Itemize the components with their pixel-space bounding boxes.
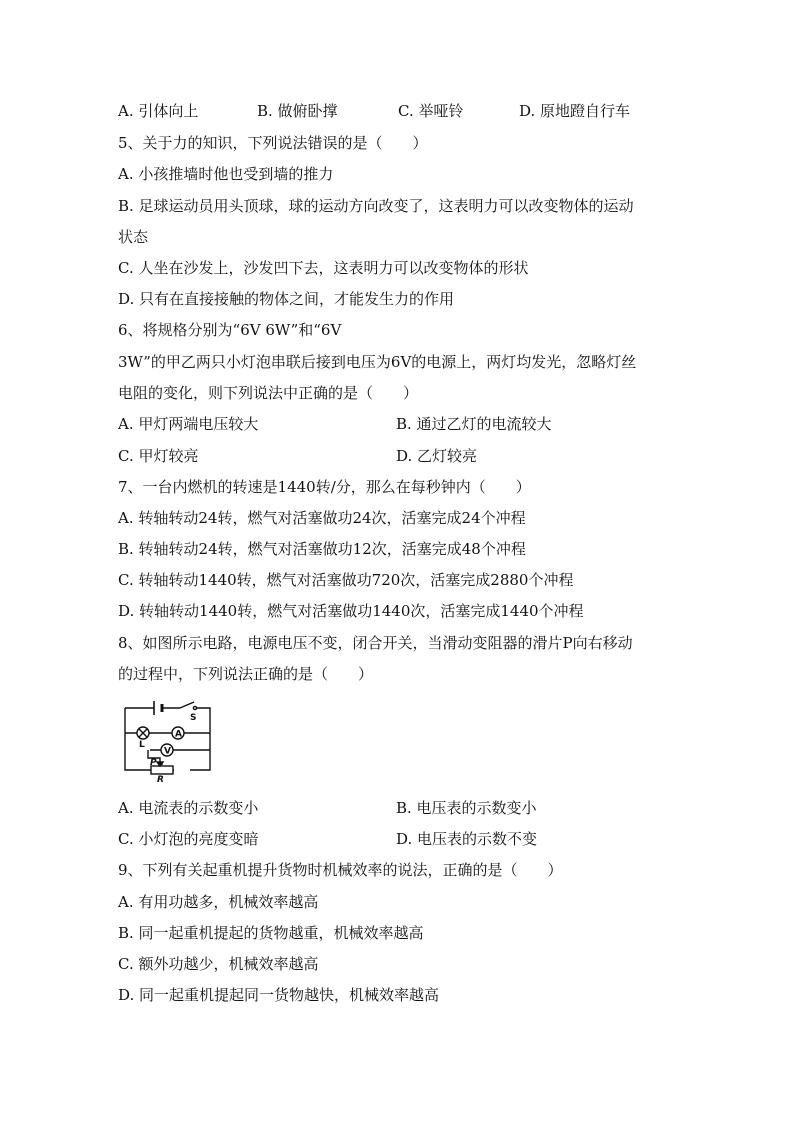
outer-wire bbox=[125, 708, 210, 770]
q4-option-c: C. 举哑铃 bbox=[398, 102, 464, 120]
q4-option-b: B. 做俯卧撑 bbox=[257, 102, 338, 120]
q5-option-d: D. 只有在直接接触的物体之间，才能发生力的作用 bbox=[118, 290, 455, 308]
q9-stem: 9、下列有关起重机提升货物时机械效率的说法，正确的是（ ） bbox=[118, 861, 563, 879]
q9-option-d: D. 同一起重机提起同一货物越快，机械效率越高 bbox=[118, 986, 440, 1004]
lamp-icon bbox=[137, 727, 149, 739]
switch-label: S bbox=[190, 713, 197, 723]
slider-label: P bbox=[150, 758, 157, 768]
q8-stem-2: 的过程中，下列说法正确的是（ ） bbox=[118, 665, 374, 683]
q4-option-d: D. 原地蹬自行车 bbox=[519, 102, 631, 120]
q4-option-a: A. 引体向上 bbox=[118, 102, 199, 120]
q9-option-a: A. 有用功越多，机械效率越高 bbox=[118, 893, 319, 911]
q5-option-b: B. 足球运动员用头顶球，球的运动方向改变了，这表明力可以改变物体的运动 bbox=[118, 197, 634, 215]
circuit-diagram bbox=[120, 694, 216, 782]
q7-option-c: C. 转轴转动1440转，燃气对活塞做功720次，活塞完成2880个冲程 bbox=[118, 571, 574, 589]
q8-option-b: B. 电压表的示数变小 bbox=[396, 799, 537, 817]
q6-stem-3: 电阻的变化，则下列说法中正确的是（ ） bbox=[118, 384, 419, 402]
q6-option-a: A. 甲灯两端电压较大 bbox=[118, 415, 259, 433]
voltmeter-label: V bbox=[164, 746, 171, 757]
q6-stem-2: 3W”的甲乙两只小灯泡串联后接到电压为6V的电源上，两灯均发光，忽略灯丝 bbox=[118, 353, 637, 371]
lamp-label: L bbox=[139, 740, 145, 750]
q7-stem: 7、一台内燃机的转速是1440转/分，那么在每秒钟内（ ） bbox=[118, 478, 531, 496]
q8-option-a: A. 电流表的示数变小 bbox=[118, 799, 259, 817]
q6-option-d: D. 乙灯较亮 bbox=[396, 447, 478, 465]
q5-stem: 5、关于力的知识，下列说法错误的是（ ） bbox=[118, 134, 428, 152]
q5-option-c: C. 人坐在沙发上，沙发凹下去，这表明力可以改变物体的形状 bbox=[118, 259, 529, 277]
q6-option-b: B. 通过乙灯的电流较大 bbox=[396, 415, 552, 433]
q7-option-d: D. 转轴转动1440转，燃气对活塞做功1440次，活塞完成1440个冲程 bbox=[118, 602, 584, 620]
q5-option-a: A. 小孩推墙时他也受到墙的推力 bbox=[118, 165, 334, 183]
q6-option-c: C. 甲灯较亮 bbox=[118, 447, 199, 465]
q9-option-b: B. 同一起重机提起的货物越重，机械效率越高 bbox=[118, 924, 424, 942]
resistor-label: R bbox=[157, 775, 164, 782]
q9-option-c: C. 额外功越少，机械效率越高 bbox=[118, 955, 319, 973]
q7-option-b: B. 转轴转动24转，燃气对活塞做功12次，活塞完成48个冲程 bbox=[118, 540, 526, 558]
q5-option-b-cont: 状态 bbox=[118, 228, 149, 246]
ammeter-label: A bbox=[175, 729, 182, 740]
q7-option-a: A. 转轴转动24转，燃气对活塞做功24次，活塞完成24个冲程 bbox=[118, 509, 526, 527]
q8-stem-1: 8、如图所示电路，电源电压不变，闭合开关，当滑动变阻器的滑片P向右移动 bbox=[118, 634, 633, 652]
q8-option-c: C. 小灯泡的亮度变暗 bbox=[118, 830, 259, 848]
battery-icon bbox=[154, 701, 162, 715]
q6-stem-1: 6、将规格分别为“6V 6W”和“6V bbox=[118, 321, 342, 339]
switch-icon bbox=[180, 702, 197, 710]
q8-option-d: D. 电压表的示数不变 bbox=[396, 830, 538, 848]
